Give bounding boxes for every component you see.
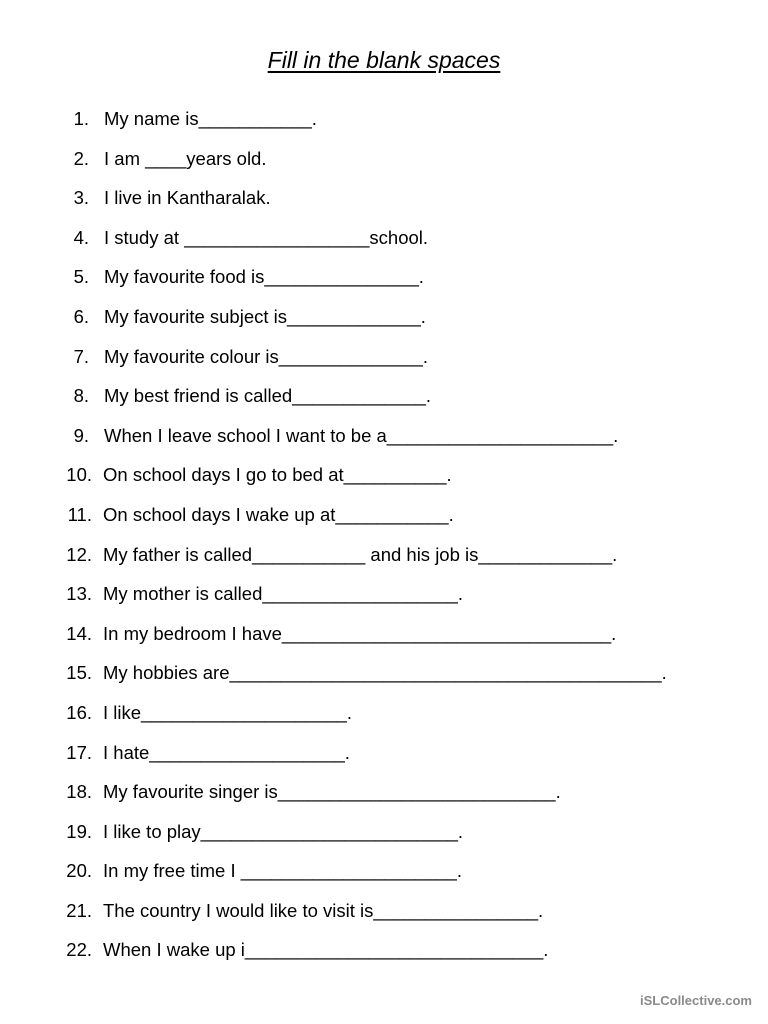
list-item [0,619,768,659]
list-item [0,500,768,540]
item-text: In my bedroom I have________________________________. [103,622,617,644]
list-item [0,658,768,698]
list-item [0,698,768,738]
item-number: 2. [73,147,89,169]
item-number: 12. [66,543,92,565]
item-number: 19. [66,820,92,842]
list-item [0,896,768,936]
item-text: My mother is called___________________. [103,583,463,605]
watermark-text: iSLCollective.com [640,993,752,1008]
list-item [0,579,768,619]
item-text: I hate___________________. [103,741,350,763]
item-text: My favourite food is_______________. [104,266,424,288]
list-item [0,421,768,461]
item-number: 21. [66,899,92,921]
item-number: 16. [66,701,92,723]
item-number: 1. [73,108,89,129]
list-item [0,223,768,263]
item-text: On school days I go to bed at__________. [103,464,452,486]
item-number: 4. [73,226,89,248]
list-item [0,856,768,896]
item-number: 15. [66,662,92,684]
item-number: 7. [73,345,89,367]
list-item [0,144,768,184]
item-number: 20. [66,860,92,882]
blank-sentences-list [0,104,768,975]
list-item [0,302,768,342]
list-item [0,460,768,500]
item-number: 10. [66,464,92,486]
item-number: 3. [73,187,89,209]
list-item [0,104,768,144]
item-text: When I leave school I want to be a______________________. [104,424,619,446]
item-number: 13. [66,583,92,605]
item-text: I study at __________________school. [104,226,429,248]
item-number: 9. [73,424,89,446]
list-item [0,381,768,421]
item-number: 18. [66,781,92,803]
item-number: 11. [67,503,92,525]
item-text: On school days I wake up at___________. [103,503,454,525]
item-text: My father is called___________ and his job is_____________. [103,543,618,565]
item-text: I like____________________. [103,701,352,723]
list-item [0,777,768,817]
list-item [0,817,768,857]
item-text: My hobbies are__________________________________________. [103,662,667,684]
item-text: I am ____years old. [104,147,267,169]
list-item [0,342,768,382]
worksheet-title: Fill in the blank spaces [267,47,501,73]
item-number: 14. [66,622,92,644]
list-item [0,738,768,778]
item-text: My favourite singer is___________________________. [103,781,561,803]
list-item [0,183,768,223]
item-number: 6. [73,305,89,327]
item-text: My favourite colour is______________. [104,345,428,367]
item-text: In my free time I _____________________. [103,860,462,882]
item-number: 22. [66,939,92,961]
list-item [0,262,768,302]
item-text: My best friend is called_____________. [104,385,432,407]
item-text: My name is___________. [104,108,317,129]
item-text: I live in Kantharalak. [104,187,271,209]
item-text: When I wake up i_____________________________. [103,939,549,961]
item-text: My favourite subject is_____________. [104,305,426,327]
item-number: 8. [73,385,89,407]
list-item [0,935,768,975]
item-number: 17. [66,741,92,763]
item-text: I like to play_________________________. [103,820,464,842]
item-number: 5. [73,266,89,288]
list-item [0,540,768,580]
item-text: The country I would like to visit is________________. [103,899,544,921]
